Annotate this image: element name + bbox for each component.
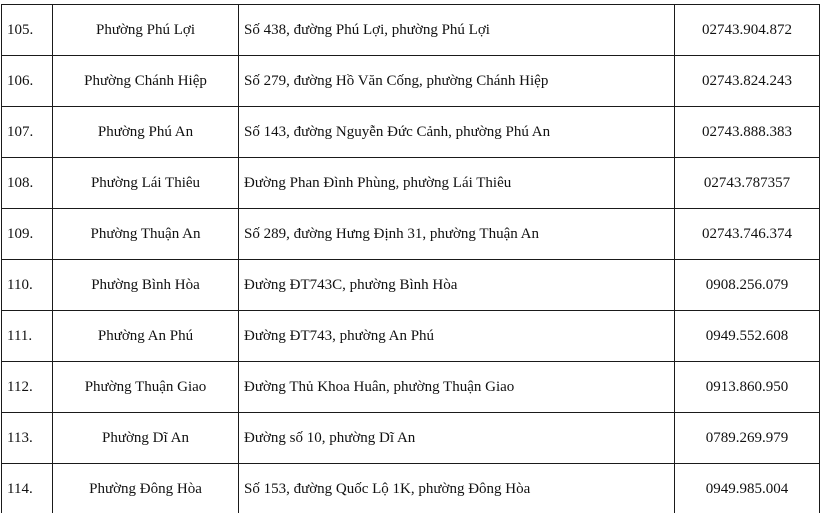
ward-phone: 02743.904.872 <box>675 5 820 56</box>
ward-address: Đường ĐT743, phường An Phú <box>239 311 675 362</box>
ward-address: Số 438, đường Phú Lợi, phường Phú Lợi <box>239 5 675 56</box>
row-number: 106. <box>2 56 53 107</box>
ward-phone: 02743.888.383 <box>675 107 820 158</box>
row-number: 109. <box>2 209 53 260</box>
table-row <box>2 158 820 209</box>
row-number: 113. <box>2 413 53 464</box>
ward-name: Phường Thuận An <box>53 209 239 260</box>
table-row <box>2 464 820 513</box>
ward-phone: 02743.824.243 <box>675 56 820 107</box>
ward-phone: 0949.985.004 <box>675 464 820 513</box>
table-row <box>2 413 820 464</box>
ward-name: Phường Chánh Hiệp <box>53 56 239 107</box>
ward-name: Phường Phú Lợi <box>53 5 239 56</box>
table-row <box>2 107 820 158</box>
ward-address: Đường Thủ Khoa Huân, phường Thuận Giao <box>239 362 675 413</box>
ward-phone: 0908.256.079 <box>675 260 820 311</box>
table-row <box>2 260 820 311</box>
table-row <box>2 5 820 56</box>
row-number: 105. <box>2 5 53 56</box>
ward-address: Số 289, đường Hưng Định 31, phường Thuận An <box>239 209 675 260</box>
ward-name: Phường An Phú <box>53 311 239 362</box>
ward-name: Phường Bình Hòa <box>53 260 239 311</box>
ward-address: Đường Phan Đình Phùng, phường Lái Thiêu <box>239 158 675 209</box>
row-number: 107. <box>2 107 53 158</box>
row-number: 114. <box>2 464 53 513</box>
row-number: 111. <box>2 311 53 362</box>
ward-phone: 0789.269.979 <box>675 413 820 464</box>
ward-address: Đường ĐT743C, phường Bình Hòa <box>239 260 675 311</box>
ward-name: Phường Lái Thiêu <box>53 158 239 209</box>
table-row <box>2 209 820 260</box>
ward-address: Số 279, đường Hồ Văn Cống, phường Chánh Hiệp <box>239 56 675 107</box>
ward-address: Số 143, đường Nguyễn Đức Cảnh, phường Phú An <box>239 107 675 158</box>
row-number: 108. <box>2 158 53 209</box>
ward-name: Phường Thuận Giao <box>53 362 239 413</box>
row-number: 112. <box>2 362 53 413</box>
row-number: 110. <box>2 260 53 311</box>
ward-name: Phường Phú An <box>53 107 239 158</box>
table-row <box>2 311 820 362</box>
ward-phone: 0949.552.608 <box>675 311 820 362</box>
table-row <box>2 56 820 107</box>
ward-name: Phường Dĩ An <box>53 413 239 464</box>
ward-address: Đường số 10, phường Dĩ An <box>239 413 675 464</box>
ward-phone: 0913.860.950 <box>675 362 820 413</box>
ward-directory-table <box>1 4 820 513</box>
table-row <box>2 362 820 413</box>
ward-address: Số 153, đường Quốc Lộ 1K, phường Đông Hòa <box>239 464 675 513</box>
ward-name: Phường Đông Hòa <box>53 464 239 513</box>
ward-phone: 02743.746.374 <box>675 209 820 260</box>
ward-phone: 02743.787357 <box>675 158 820 209</box>
